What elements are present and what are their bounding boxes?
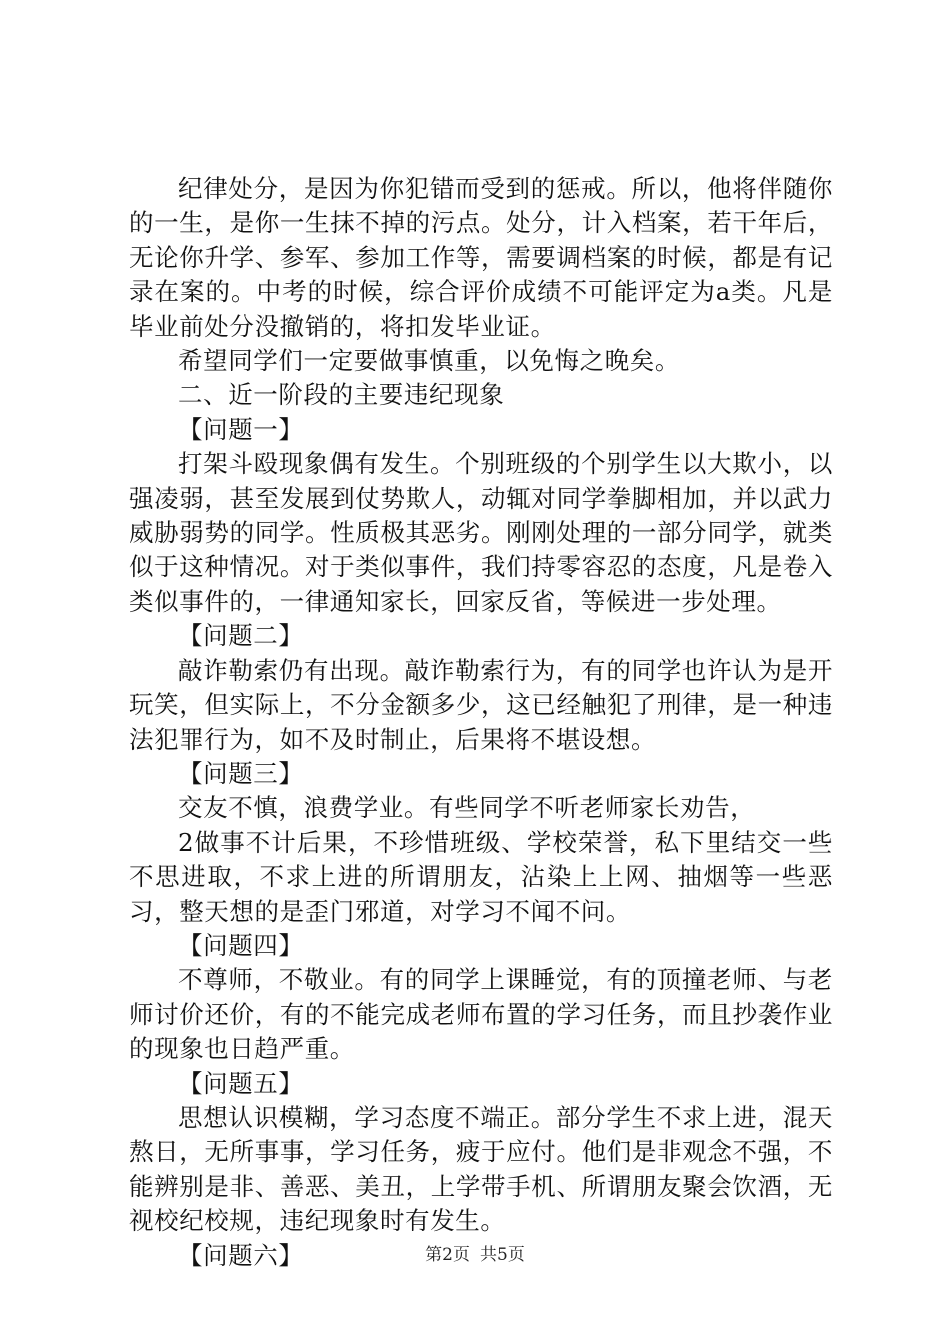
paragraph-discipline-record: 纪律处分，是因为你犯错而受到的惩戒。所以，他将伴随你的一生，是你一生抹不掉的污点。处分，计入档案，若干年后，无论你升学、参军、参加工作等，需要调档案的时候，都是有记录在案的。中考的时候，综合评价成绩不可能评定为a类。凡是毕业前处分没撤销的，将扣发毕业证。 [129, 174, 833, 341]
paragraph-problem-1: 打架斗殴现象偶有发生。个别班级的个别学生以大欺小，以强凌弱，甚至发展到仗势欺人，动辄对同学拳脚相加，并以武力威胁弱势的同学。性质极其恶劣。刚刚处理的一部分同学，就类似于这种情况。对于类似事件，我们持零容忍的态度，凡是卷入类似事件的，一律通知家长，回家反省，等候进一步处理。 [129, 449, 833, 616]
paragraph-problem-4: 不尊师，不敬业。有的同学上课睡觉，有的顶撞老师、与老师讨价还价，有的不能完成老师布置的学习任务，而且抄袭作业的现象也日趋严重。 [129, 965, 833, 1064]
problem-heading-3: 【问题三】 [178, 758, 304, 788]
paragraph-problem-3b: 2做事不计后果，不珍惜班级、学校荣誉，私下里结交一些不思进取，不求上进的所谓朋友，沾染上上网、抽烟等一些恶习，整天想的是歪门邪道，对学习不闻不问。 [129, 827, 833, 926]
paragraph-problem-5: 思想认识模糊，学习态度不端正。部分学生不求上进，混天熬日，无所事事，学习任务，疲于应付。他们是非观念不强，不能辨别是非、善恶、美丑，上学带手机、所谓朋友聚会饮酒，无视校纪校规，违纪现象时有发生。 [129, 1102, 833, 1236]
document-body [129, 172, 833, 1273]
problem-heading-2: 【问题二】 [178, 621, 304, 651]
problem-heading-4: 【问题四】 [178, 930, 304, 960]
problem-heading-1: 【问题一】 [178, 414, 304, 444]
paragraph-hope-careful: 希望同学们一定要做事慎重，以免悔之晚矣。 [178, 346, 680, 376]
problem-heading-5: 【问题五】 [178, 1068, 304, 1098]
section-heading-violations: 二、近一阶段的主要违纪现象 [178, 380, 505, 410]
page-footer [0, 1244, 950, 1266]
paragraph-problem-3a: 交友不慎，浪费学业。有些同学不听老师家长劝告， [178, 793, 756, 823]
paragraph-problem-2: 敲诈勒索仍有出现。敲诈勒索行为，有的同学也许认为是开玩笑，但实际上，不分金额多少，这已经触犯了刑律，是一种违法犯罪行为，如不及时制止，后果将不堪设想。 [129, 655, 833, 754]
page-total: 共5页 [480, 1245, 525, 1265]
problem-heading-6: 【问题六】 [178, 1240, 304, 1270]
page-number: 第2页 [425, 1245, 470, 1265]
